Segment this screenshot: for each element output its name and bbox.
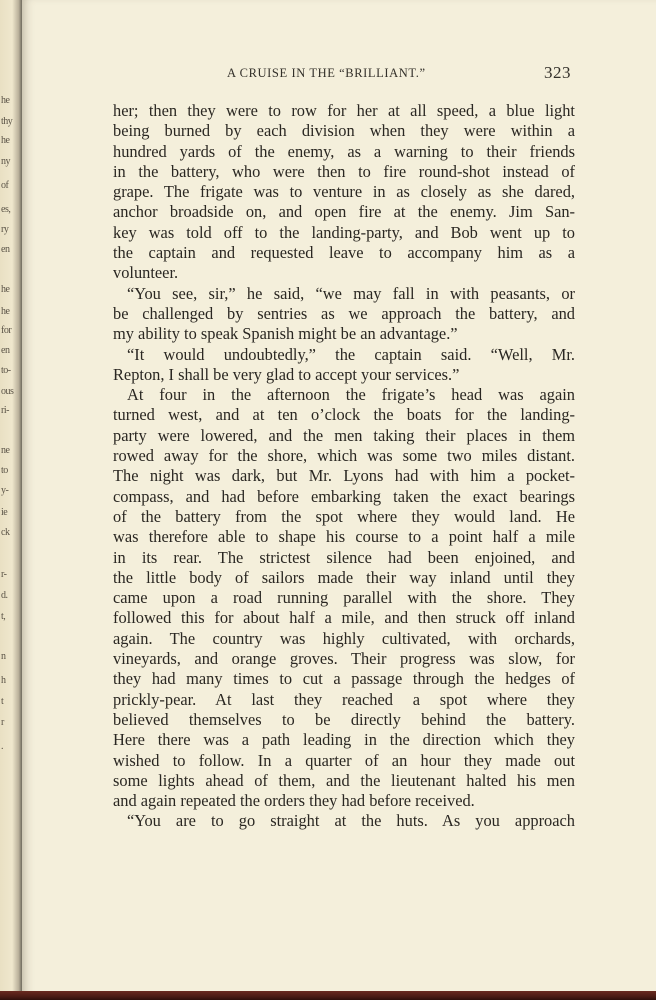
margin-text-fragment: r	[1, 717, 4, 728]
text-line: compass, and had before embarking taken the exact bearings	[113, 486, 575, 506]
text-line: key was told off to the landing-party, and Bob went up to	[113, 222, 575, 242]
text-line: At four in the afternoon the frigate’s head was again	[127, 385, 575, 405]
page-number: 323	[544, 63, 571, 82]
margin-text-fragment: .	[1, 741, 3, 752]
margin-text-fragment: ny	[1, 156, 10, 167]
text-line: vineyards, and orange groves. Their progress was slow, for	[113, 649, 575, 669]
margin-text-fragment: to	[1, 465, 8, 476]
margin-text-fragment: ry	[1, 224, 9, 235]
running-head: A CRUISE IN THE “BRILLIANT.”	[227, 66, 426, 80]
margin-text-fragment: for	[1, 325, 12, 336]
text-line: her; then they were to row for her at all speed, a blue light	[113, 101, 575, 120]
body-text	[113, 101, 575, 832]
text-line: the captain and requested leave to accompany him as a	[113, 243, 575, 263]
margin-text-fragment: ri-	[1, 405, 9, 416]
text-line: in its rear. The strictest silence had been enjoined, and	[113, 547, 575, 567]
margin-text-fragment: ck	[1, 527, 10, 538]
margin-text-fragment: he	[1, 284, 10, 295]
book-page	[22, 0, 656, 1000]
text-line: “You see, sir,” he said, “we may fall in with peasants, or	[127, 283, 575, 303]
text-line: party were lowered, and the men taking their places in them	[113, 425, 575, 445]
margin-text-fragment: of	[1, 180, 9, 191]
margin-text-fragment: ie	[1, 507, 8, 518]
text-line: being burned by each division when they were within a	[113, 121, 575, 141]
text-line: followed this for about half a mile, and then struck off inland	[113, 608, 575, 628]
text-line: grape. The frigate was to venture in as closely as she dared,	[113, 182, 575, 202]
margin-text-fragment: r-	[1, 569, 7, 580]
text-line: believed themselves to be directly behind the battery.	[113, 709, 575, 729]
text-line: turned west, and at ten o’clock the boats for the landing-	[113, 405, 575, 425]
text-line: was therefore able to shape his course to a point half a mile	[113, 527, 575, 547]
text-line: “You are to go straight at the huts. As you approach	[127, 811, 575, 831]
margin-text-fragment: es,	[1, 204, 11, 215]
margin-text-fragment: thy	[1, 116, 13, 127]
text-line: and again repeated the orders they had before received.	[113, 791, 475, 811]
text-line: The night was dark, but Mr. Lyons had with him a pocket-	[113, 466, 575, 486]
text-line: again. The country was highly cultivated, with orchards,	[113, 628, 575, 648]
text-line: volunteer.	[113, 263, 179, 283]
book-cover-edge	[0, 991, 656, 1000]
text-line: in the battery, who were then to fire round-shot instead of	[113, 161, 575, 181]
margin-text-fragment: y-	[1, 485, 9, 496]
margin-text-fragment: he	[1, 306, 10, 317]
margin-text-fragment: ne	[1, 445, 10, 456]
text-line: some lights ahead of them, and the lieutenant halted his men	[113, 770, 575, 790]
text-line: of the battery from the spot where they would land. He	[113, 506, 575, 526]
text-line: prickly-pear. At last they reached a spot where they	[113, 689, 575, 709]
margin-text-fragment: n	[1, 651, 6, 662]
text-line: be challenged by sentries as we approach the battery, and	[113, 303, 575, 323]
margin-text-fragment: d.	[1, 590, 8, 601]
margin-text-fragment: h	[1, 675, 6, 686]
text-line: they had many times to cut a passage through the hedges of	[113, 669, 575, 689]
text-line: hundred yards of the enemy, as a warning to their friends	[113, 141, 575, 161]
margin-text-fragment: ous	[1, 386, 14, 397]
text-line: my ability to speak Spanish might be an advantage.”	[113, 324, 458, 344]
text-line: Repton, I shall be very glad to accept your services.”	[113, 364, 460, 384]
text-line: wished to follow. In a quarter of an hour they made out	[113, 750, 575, 770]
text-line: rowed away for the shore, which was some two miles distant.	[113, 446, 575, 466]
text-line: came upon a road running parallel with the shore. They	[113, 588, 575, 608]
text-line: Here there was a path leading in the direction which they	[113, 730, 575, 750]
margin-text-fragment: he	[1, 95, 10, 106]
text-line: the little body of sailors made their way inland until they	[113, 567, 575, 587]
margin-text-fragment: t,	[1, 611, 6, 622]
margin-text-fragment: en	[1, 244, 10, 255]
margin-text-fragment: he	[1, 135, 10, 146]
margin-text-fragment: t	[1, 696, 4, 707]
text-line: “It would undoubtedly,” the captain said. “Well, Mr.	[127, 344, 575, 364]
text-line: anchor broadside on, and open fire at the enemy. Jim San-	[113, 202, 575, 222]
margin-text-fragment: en	[1, 345, 10, 356]
adjacent-page-edge	[0, 0, 22, 1000]
margin-text-fragment: to-	[1, 365, 11, 376]
